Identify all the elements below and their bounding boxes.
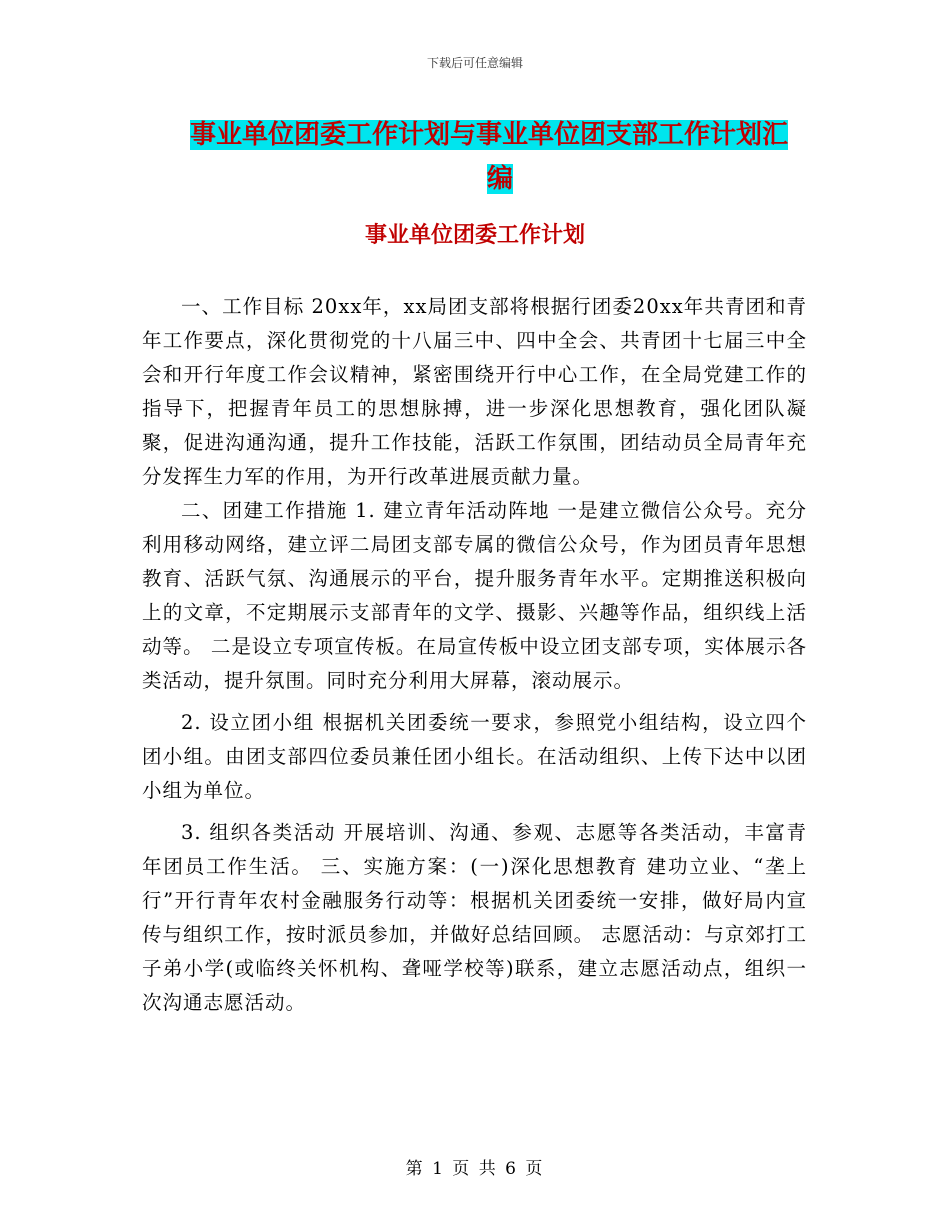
header-note: 下载后可任意编辑 (426, 56, 523, 70)
page-footer: 第 1 页 共 6 页 (405, 1159, 545, 1179)
paragraph-1: 一、工作目标 20xx年，xx局团支部将根据行团委20xx年共青团和青年工作要点，深化贯彻党的十八届三中、四中全会、共青团十七届三中全会和开行年度工作会议精神，紧密围绕开行中心工作，在全局党建工作的指导下，把握青年员工的思想脉搏，进一步深化思想教育，强化团队凝聚，促进沟通沟通，提升工作技能，活跃工作氛围，团结动员全局青年充分发挥生力军的作用，为开行改革进展贡献力量。 (142, 295, 807, 488)
paragraph-2: 二、团建工作措施 1. 建立青年活动阵地 一是建立微信公众号。充分利用移动网络，建立评二局团支部专属的微信公众号，作为团员青年思想教育、活跃气氛、沟通展示的平台，提升服务青年水平。定期推送积极向上的文章，不定期展示支部青年的文学、摄影、兴趣等作品，组织线上活动等。 二是设立专项宣传板。在局宣传板中设立团支部专项，实体展示各类活动，提升氛围。同时充分利用大屏幕，滚动展示。 (142, 499, 807, 692)
document-title-line-2: 编 (486, 164, 513, 194)
paragraph-3: 2. 设立团小组 根据机关团委统一要求，参照党小组结构，设立四个团小组。由团支部四位委员兼任团小组长。在活动组织、上传下达中以团小组为单位。 (142, 711, 807, 802)
paragraph-4: 3. 组织各类活动 开展培训、沟通、参观、志愿等各类活动，丰富青年团员工作生活。 三、实施方案：(一)深化思想教育 建功立业、“垄上行”开行青年农村金融服务行动等：根据机关团委统一安排，做好局内宣传与组织工作，按时派员参加，并做好总结回顾。 志愿活动：与京郊打工子弟小学(或临终关怀机构、聋哑学校等)联系，建立志愿活动点，组织一次沟通志愿活动。 (142, 821, 807, 1014)
section-title: 事业单位团委工作计划 (364, 222, 585, 248)
document-title-line-1: 事业单位团委工作计划与事业单位团支部工作计划汇 (190, 120, 789, 150)
body-text (142, 290, 807, 1020)
document-title (190, 113, 810, 201)
